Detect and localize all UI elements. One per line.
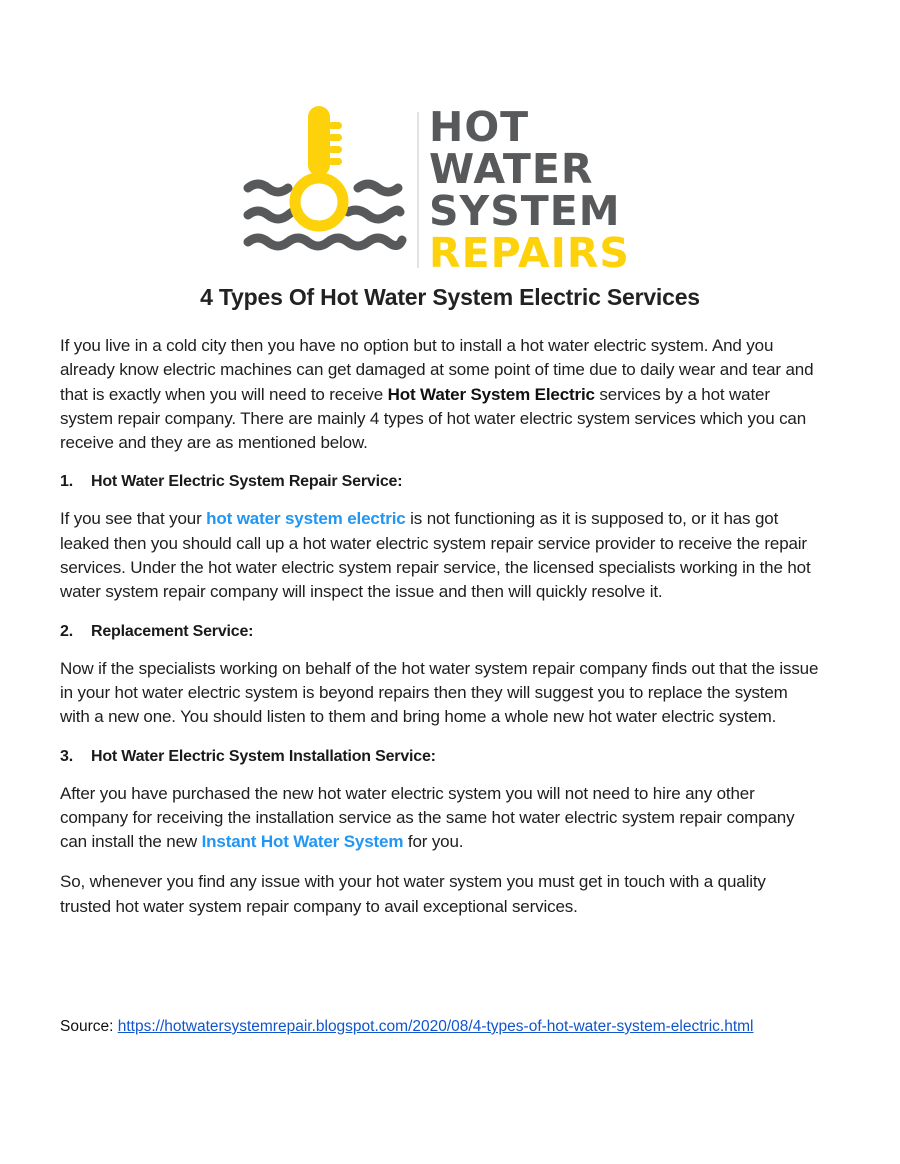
hot-water-system-electric-link[interactable]: hot water system electric: [206, 509, 406, 529]
section-2-heading-text: Replacement Service:: [91, 622, 254, 640]
section-2-paragraph: Now if the specialists working on behalf of the hot water system repair company finds out that the issue in your hot water electric system is beyond repairs then they will suggest you to replace the system with a new one. You should listen to them and bring home a whole new hot water electric system.: [60, 658, 819, 727]
intro-text-start: If you live in a cold city then you have no option but to install a hot water electric system. And you already know electric machines can get damaged at some point of time due to daily wear and tear and that is exactly when you will need to receive: [60, 336, 814, 404]
logo-wordmark: [429, 103, 630, 277]
instant-hot-water-system-link[interactable]: Instant Hot Water System: [201, 832, 404, 852]
section-1-heading: [60, 471, 820, 493]
section-1-heading-text: Hot Water Electric System Repair Service:: [91, 473, 403, 491]
intro-text-end: services by a hot water system repair company. There are mainly 4 types of hot water electric system services which you can receive and they are as mentioned below.: [60, 384, 807, 453]
source-url-link[interactable]: https://hotwatersystemrepair.blogspot.com/2020/08/4-types-of-hot-water-system-electric.html: [117, 1018, 754, 1035]
section-3-text-start: After you have purchased the new hot water electric system you will not need to hire any other company for receiving the installation service as the same hot water electric system repair company can install the new: [60, 783, 795, 852]
intro-paragraph: [60, 334, 820, 455]
section-3-number: 3.: [60, 747, 73, 765]
section-1-paragraph: [60, 507, 820, 604]
page-title: 4 Types Of Hot Water System Electric Services: [200, 284, 700, 310]
section-1-number: 1.: [60, 473, 73, 491]
logo-divider: [417, 112, 419, 268]
section-3-heading-text: Hot Water Electric System Installation Service:: [91, 747, 436, 765]
section-3-text-end: for you.: [403, 832, 464, 852]
logo-line-repairs: REPAIRS: [429, 229, 630, 277]
source-label: Source:: [60, 1018, 118, 1035]
article-body: [60, 334, 820, 935]
intro-bold-keyword: Hot Water System Electric: [387, 384, 595, 404]
logo-line-system: SYSTEM: [429, 187, 621, 235]
section-3-paragraph: [60, 782, 820, 855]
logo-line-hot: HOT: [429, 103, 530, 151]
section-2-heading: [60, 621, 820, 643]
section-1-text-end: is not functioning as it is supposed to, or it has got leaked then you should call up a hot water electric system repair service provider to receive the repair services. Under the hot water electric system repair service, the licensed specialists working in the hot water system repair company will inspect the issue and then will quickly resolve it.: [60, 509, 811, 602]
conclusion-paragraph: So, whenever you find any issue with your hot water system you must get in touch with a quality trusted hot water system repair company to avail exceptional services.: [60, 872, 766, 916]
logo-line-water: WATER: [429, 145, 594, 193]
logo: [240, 100, 630, 277]
source-line: [60, 1018, 754, 1036]
section-2-number: 2.: [60, 622, 73, 640]
section-3-heading: [60, 746, 820, 768]
section-1-text-start: If you see that your: [60, 509, 207, 529]
thermometer-in-water-icon: [240, 100, 410, 270]
